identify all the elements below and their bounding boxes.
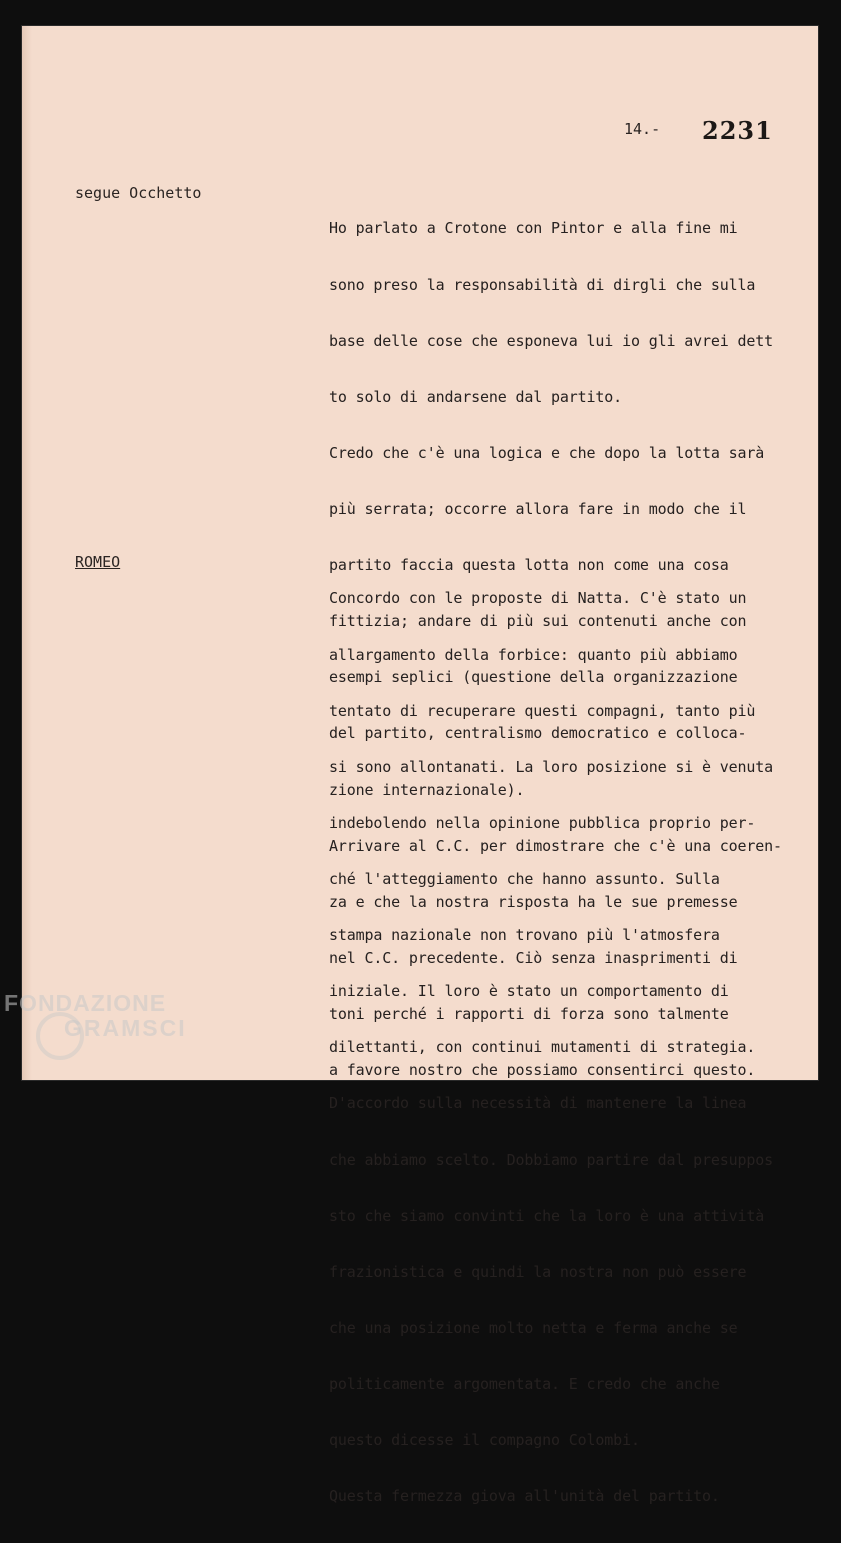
text-line: stampa nazionale non trovano più l'atmosfera [329, 926, 720, 945]
text-line: za e che la nostra risposta ha le sue premesse [329, 892, 738, 911]
watermark-line2: GRAMSCI [64, 1015, 187, 1041]
text-line: si sono allontanati. La loro posizione si è venuta [329, 757, 774, 776]
archive-stamp-number: 2231 [702, 116, 773, 145]
gramsci-logo-icon [36, 1012, 84, 1060]
text-line: nel C.C. precedente. Ciò senza inasprimenti di [329, 948, 738, 967]
text-line: che abbiamo scelto. Dobbiamo partire dal presuppos [329, 1150, 774, 1169]
text-line: ché l'atteggiamento che hanno assunto. Sulla [329, 869, 720, 888]
watermark-line1: FONDAZIONE [4, 990, 167, 1016]
speech-romeo [329, 552, 814, 1543]
text-line: Credo che c'è una logica e che dopo la lotta sarà [329, 443, 765, 462]
fondazione-gramsci-watermark [4, 990, 187, 1042]
text-line: iniziale. Il loro è stato un comportamento di [329, 982, 729, 1001]
text-line: to solo di andarsene dal partito. [329, 387, 623, 406]
document-page [22, 26, 818, 1506]
text-line: più serrata; occorre allora fare in modo che il [329, 499, 747, 518]
text-line: partito faccia questa lotta non come una cosa [329, 556, 729, 575]
text-line: fittizia; andare di più sui contenuti anche con [329, 612, 747, 631]
text-line: Concordo con le proposte di Natta. C'è stato un [329, 589, 747, 608]
text-line: che una posizione molto netta e ferma anche se [329, 1318, 738, 1337]
text-line: sono preso la responsabilità di dirgli che sulla [329, 275, 756, 294]
text-line: indebolendo nella opinione pubblica proprio per- [329, 813, 756, 832]
page-edge [22, 26, 32, 1080]
text-line: sto che siamo convinti che la loro è una attività [329, 1206, 765, 1225]
text-line: Ho parlato a Crotone con Pintor e alla fine mi [329, 219, 738, 238]
text-line: a favore nostro che possiamo consentirci questo. [329, 1061, 756, 1080]
text-line: tentato di recuperare questi compagni, tanto più [329, 701, 756, 720]
text-line: toni perché i rapporti di forza sono talmente [329, 1004, 729, 1023]
text-line: politicamente argomentata. E credo che anche [329, 1374, 720, 1393]
speaker-romeo: ROMEO [75, 553, 121, 571]
text-line: Questa fermezza giova all'unità del partito. [329, 1487, 720, 1506]
text-line: D'accordo sulla necessità di mantenere la linea [329, 1094, 747, 1113]
text-line: zione internazionale). [329, 780, 525, 799]
text-line: Arrivare al C.C. per dimostrare che c'è una coeren- [329, 836, 782, 855]
text-line: frazionistica e quindi la nostra non può essere [329, 1262, 747, 1281]
text-line: del partito, centralismo democratico e colloca- [329, 724, 747, 743]
text-line: esempi seplici (questione della organizzazione [329, 668, 738, 687]
speaker-occhetto: segue Occhetto [75, 184, 202, 202]
page-number: 14.- [624, 120, 661, 138]
text-line: questo dicesse il compagno Colombi. [329, 1431, 640, 1450]
text-line: dilettanti, con continui mutamenti di strategia. [329, 1038, 756, 1057]
text-line: allargamento della forbice: quanto più abbiamo [329, 645, 738, 664]
text-line: base delle cose che esponeva lui io gli avrei dett [329, 331, 774, 350]
